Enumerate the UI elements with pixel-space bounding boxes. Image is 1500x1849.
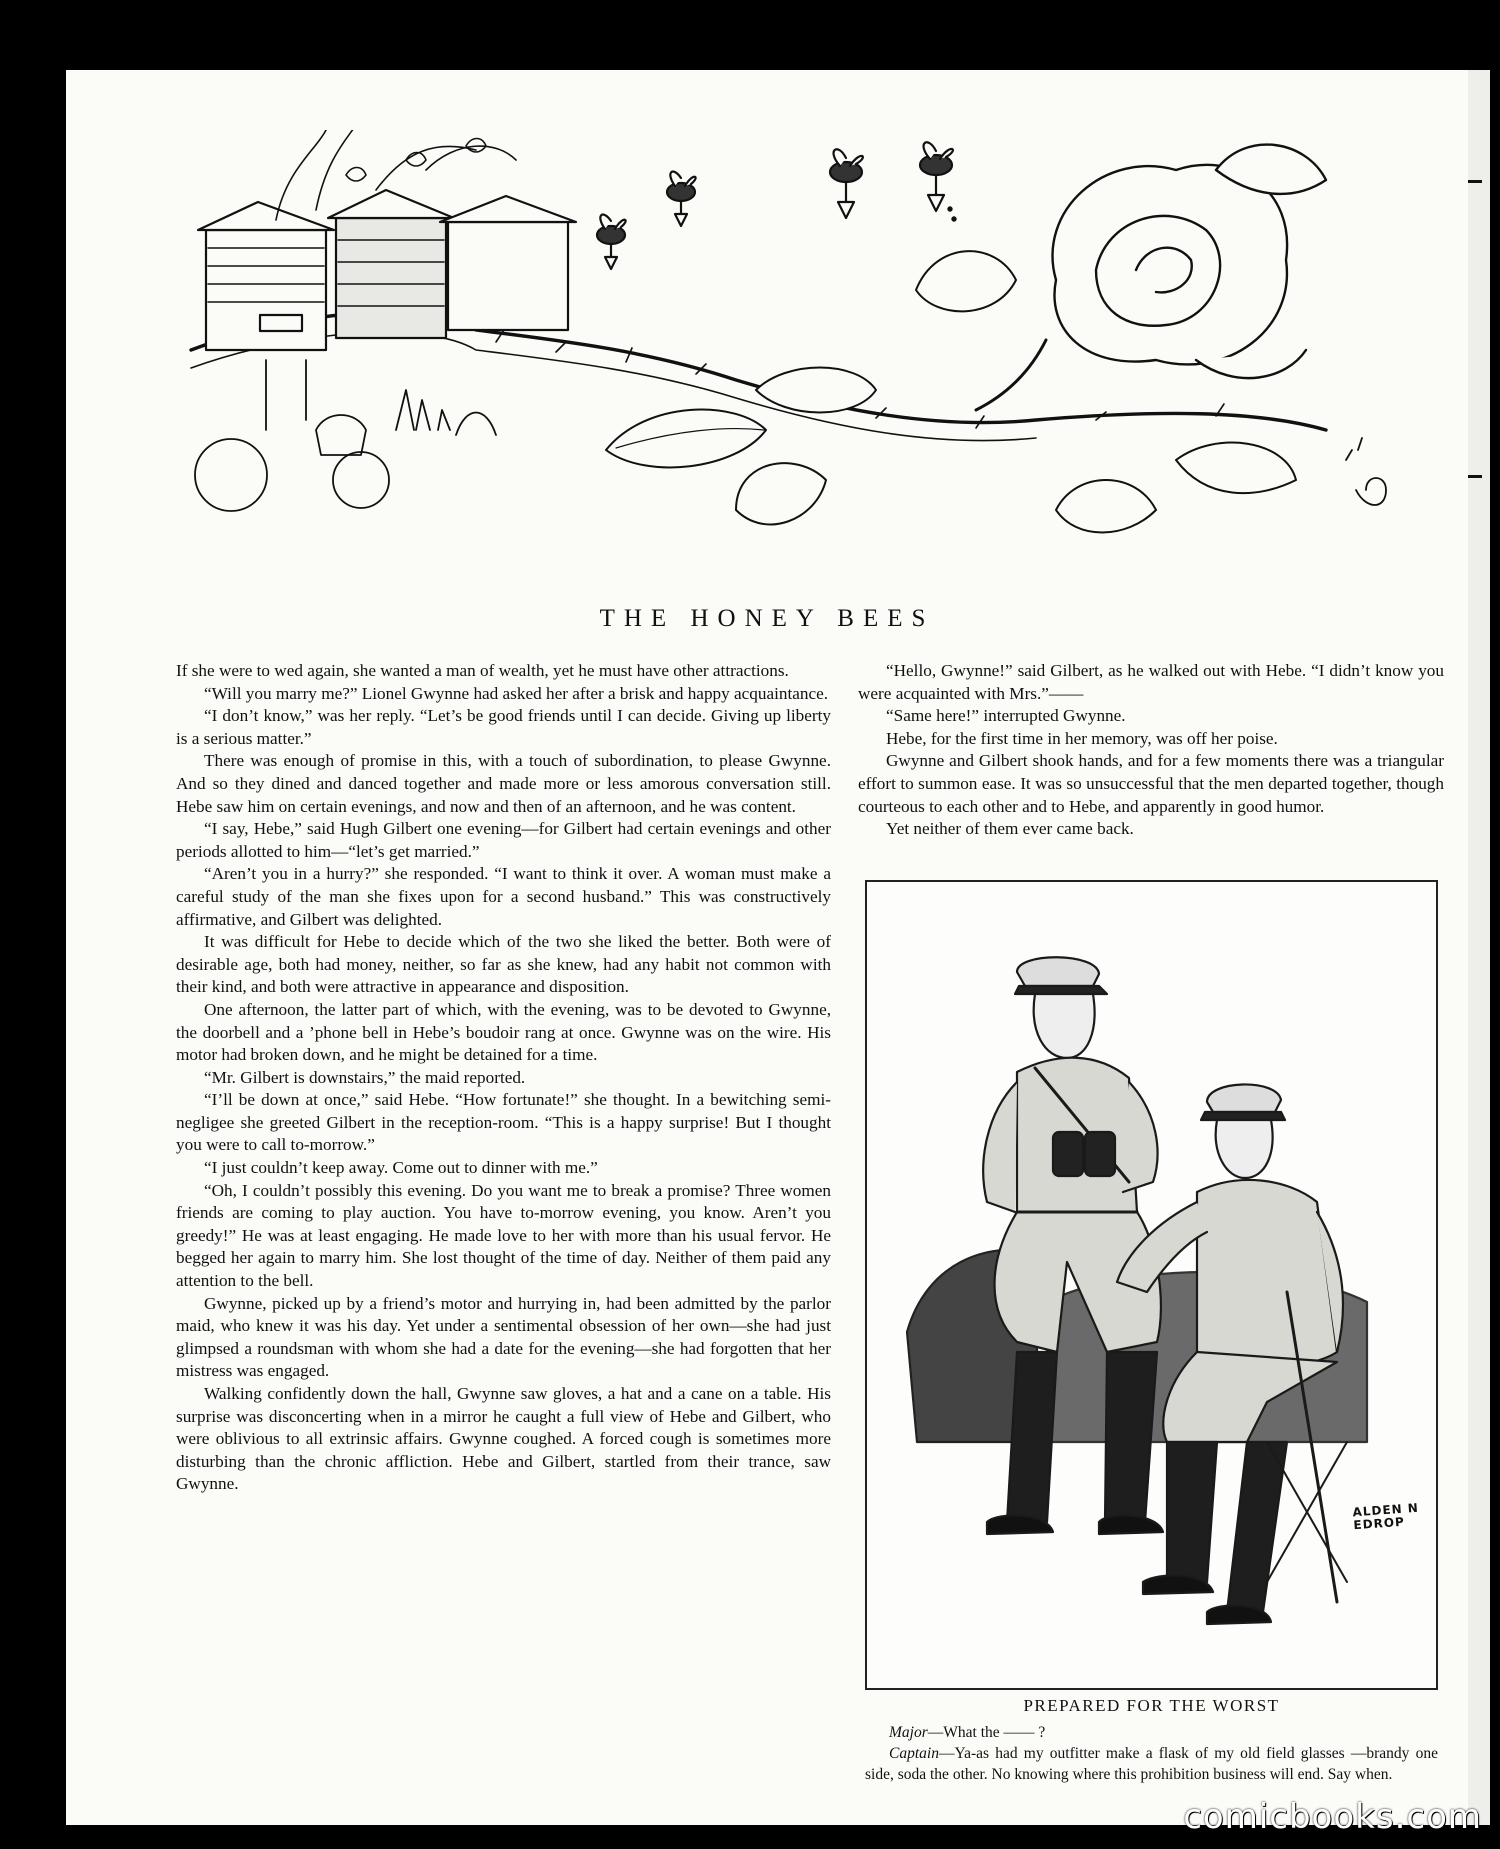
story-paragraph: “I just couldn’t keep away. Come out to dinner with me.” bbox=[204, 1158, 598, 1178]
story-paragraph: “Hello, Gwynne!” said Gilbert, as he walked out with Hebe. “I didn’t know you were acquainted with Mrs.”—— bbox=[858, 661, 1444, 703]
magazine-page bbox=[66, 70, 1468, 1825]
story-paragraph: Walking confidently down the hall, Gwynne saw gloves, a hat and a cane on a table. His surprise was disconcerting when in a mirror he caught a full view of Hebe and Gilbert, who were oblivious to all extrinsic affairs. Gwynne coughed. A forced cough is sometimes more disturbing than the chronic affliction. Hebe and Gilbert, startled from their trance, saw Gwynne. bbox=[176, 1384, 831, 1494]
story-paragraph: Gwynne and Gilbert shook hands, and for a few moments there was a triangular effort to summon ease. It was so unsuccessful that the men departed together, though courteous to each other and to Hebe, and apparently in good humor. bbox=[858, 751, 1444, 816]
honey-bees-header-illustration bbox=[176, 130, 1406, 600]
cartoon-caption bbox=[865, 1722, 1438, 1785]
story-paragraph: “I say, Hebe,” said Hugh Gilbert one evening—for Gilbert had certain evenings and other periods allotted to him—“let’s get married.” bbox=[176, 819, 831, 861]
story-paragraph: “Mr. Gilbert is downstairs,” the maid reported. bbox=[204, 1067, 526, 1087]
officers-drawing bbox=[867, 882, 1436, 1688]
story-paragraph: Gwynne, picked up by a friend’s motor and hurrying in, had been admitted by the parlor maid, who knew it was his day. Yet under a sentimental obsession of her own—she had just glimpsed a roundsman with whom she had a date for the evening—she had forgotten that her mistress was engaged. bbox=[176, 1293, 831, 1381]
caption-speaker: Captain bbox=[889, 1745, 939, 1762]
story-left-column bbox=[176, 660, 831, 1496]
page-edge-mark bbox=[1468, 475, 1482, 478]
story-paragraph: Yet neither of them ever came back. bbox=[886, 819, 1134, 839]
story-title: THE HONEY BEES bbox=[599, 605, 935, 632]
story-paragraph: “Aren’t you in a hurry?” she responded. “I want to think it over. A woman must make a careful study of the man she fixes upon for a second husband.” This was constructively affirmative, and Gilbert was delighted. bbox=[176, 864, 831, 929]
story-paragraph: If she were to wed again, she wanted a man of wealth, yet he must have other attractions. bbox=[176, 661, 789, 680]
story-paragraph: It was difficult for Hebe to decide which of the two she liked the better. Both were of desirable age, both had money, neither, so far as she knew, had any habit not common with their kind, and both were attractive in appearance and disposition. bbox=[176, 932, 831, 997]
caption-text: —What the —— ? bbox=[927, 1724, 1046, 1741]
story-right-column bbox=[858, 660, 1444, 841]
story-paragraph: “I’ll be down at once,” said Hebe. “How fortunate!” she thought. In a bewitching semi-negligee she greeted Gilbert in the reception-room. “This is a happy surprise! But I thought you were to call to-morrow.” bbox=[176, 1090, 831, 1155]
story-paragraph: There was enough of promise in this, with a touch of subordination, to please Gwynne. And so they dined and danced together and made more or less amorous conversation still. Hebe saw him on certain evenings, and now and then of an afternoon, and he was content. bbox=[176, 751, 831, 816]
story-paragraph: “Will you marry me?” Lionel Gwynne had asked her after a brisk and happy acquaintance. bbox=[204, 683, 829, 703]
story-paragraph: One afternoon, the latter part of which, with the evening, was to be devoted to Gwynne, the doorbell and a ’phone bell in Hebe’s boudoir rang at once. Gwynne was on the wire. His motor had broken down, and he might be detained for a time. bbox=[176, 999, 831, 1065]
adjacent-page-edge bbox=[1468, 70, 1490, 1825]
artist-signature: ALDEN N EDROP bbox=[1352, 1500, 1420, 1533]
site-watermark: comicbooks.com bbox=[1183, 1797, 1482, 1837]
cartoon-title: PREPARED FOR THE WORST bbox=[1023, 1696, 1280, 1715]
story-paragraph: “Oh, I couldn’t possibly this evening. Do you want me to break a promise? Three women friends are coming to play auction. You have to-morrow evening, you know. Aren’t you greedy!” He was at least engaging. He made love to her with more than his usual fervor. He begged her again to marry him. She lost thought of the time of day. Neither of them paid any attention to the bell. bbox=[176, 1180, 831, 1291]
caption-speaker: Major bbox=[889, 1724, 928, 1741]
caption-line bbox=[865, 1743, 1438, 1785]
cartoon-illustration bbox=[865, 880, 1438, 1690]
story-paragraph: “Same here!” interrupted Gwynne. bbox=[886, 706, 1126, 726]
page-edge-mark bbox=[1468, 180, 1482, 183]
caption-text: —Ya-as had my outfitter make a flask of my old field glasses —brandy one side, soda the other. No knowing where this prohibition business will end. Say when. bbox=[865, 1745, 1438, 1783]
story-paragraph: Hebe, for the first time in her memory, was off her poise. bbox=[886, 728, 1278, 748]
story-paragraph: “I don’t know,” was her reply. “Let’s be good friends until I can decide. Giving up liberty is a serious matter.” bbox=[176, 706, 831, 748]
caption-line bbox=[865, 1722, 1438, 1743]
